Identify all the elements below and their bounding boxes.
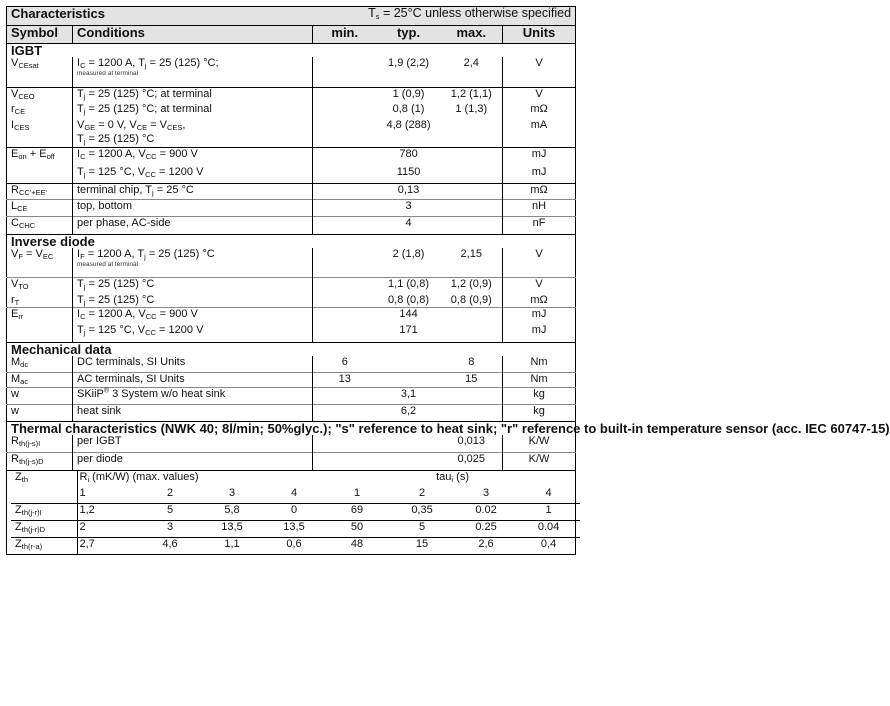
- zth-index-row: [11, 487, 580, 504]
- typ-cell: 0,13: [377, 183, 441, 199]
- zth-data-row: [11, 521, 580, 538]
- zth-value-cell: 1,1: [201, 538, 263, 555]
- table-row: [7, 87, 576, 103]
- typ-cell: 144: [377, 308, 441, 324]
- column-header-min: min.: [313, 26, 377, 44]
- zth-value-cell: 0: [263, 504, 325, 521]
- conditions-cell: [73, 133, 313, 147]
- zth-index-cell: 3: [482, 487, 490, 499]
- table-row: [7, 199, 576, 216]
- zth-value-cell: 1,2: [77, 504, 139, 521]
- typ-cell: 1,9 (2,2): [388, 57, 429, 69]
- table-row: [7, 103, 576, 119]
- table-row: [7, 324, 576, 343]
- typ-cell: 1,1 (0,8): [377, 278, 441, 294]
- table-row: [7, 435, 576, 453]
- conditions-text: DC terminals, SI Units: [77, 356, 186, 368]
- zth-row-symbol: $Z_{th(r-a)}$: [11, 538, 77, 555]
- max-cell: 2,4: [463, 57, 479, 69]
- table-row: [7, 356, 576, 372]
- typ-cell: 2 (1,8): [392, 247, 425, 260]
- max-cell: 1 (1,3): [455, 103, 488, 115]
- zth-index-cell: 2: [418, 487, 426, 499]
- conditions-text: per IGBT: [77, 434, 122, 447]
- section-title-mechanical-data-row: [7, 343, 576, 357]
- unit-cell: V: [503, 248, 576, 278]
- zth-grid-row: [7, 471, 576, 555]
- min-cell: [313, 199, 377, 216]
- min-cell: [313, 183, 377, 199]
- zth-index-cell: 1: [79, 487, 86, 499]
- unit-cell: V: [503, 87, 576, 103]
- max-cell: 15: [441, 372, 503, 387]
- max-cell: [441, 133, 503, 147]
- zth-row-symbol: $Z_{th(j-r)I}$: [11, 504, 77, 521]
- max-cell: [441, 147, 503, 166]
- column-header-units: Units: [503, 26, 576, 44]
- section-title-inverse-diode-row: [7, 234, 576, 248]
- unit-cell: kg: [503, 404, 576, 421]
- zth-index-cell: 1: [353, 487, 361, 499]
- conditions-note: measured at terminal: [77, 70, 139, 77]
- unit-cell: Nm: [503, 372, 576, 387]
- typ-cell: [377, 435, 441, 453]
- conditions-text: $I_C = 1200$ A, $V_{CC} = 900$ V: [77, 308, 198, 321]
- unit-cell: mJ: [503, 147, 576, 166]
- zth-value-cell: 5,8: [201, 504, 263, 521]
- table-row: [7, 278, 576, 294]
- symbol-cell: $E_{on} + E_{off}$: [7, 147, 73, 166]
- max-cell: 8: [468, 356, 475, 368]
- conditions-text: $T_j = 25$ (125) °C: [77, 278, 155, 291]
- characteristics-table: [6, 6, 890, 555]
- section-title-thermal: Thermal characteristics (NWK 40; 8l/min; 50%glyc.); "s" reference to heat sink; "r" reference to built-in temperature sensor (acc. IEC 60747-15): [7, 421, 576, 435]
- conditions-note: measured at terminal: [77, 260, 139, 268]
- table-row: [7, 57, 576, 87]
- table-row: [7, 166, 576, 183]
- conditions-text: SKiiP® 3 System w/o heat sink: [77, 386, 226, 400]
- symbol-cell: $V_F = V_{EC}$: [11, 247, 54, 261]
- symbol-cell: w: [7, 387, 73, 404]
- min-cell: [313, 435, 377, 453]
- conditions-text: heat sink: [77, 404, 122, 417]
- min-cell: [313, 87, 377, 103]
- zth-value-cell: 0,6: [263, 538, 325, 555]
- typ-cell: 6,2: [377, 404, 441, 421]
- min-cell: [313, 278, 377, 294]
- conditions-text: terminal chip, $T_j = 25$ °C: [77, 183, 194, 197]
- conditions-cell: [73, 308, 313, 324]
- min-cell: [313, 324, 377, 343]
- table-row: [7, 294, 576, 308]
- conditions-text: $I_F = 1200$ A, $T_j = 25$ (125) °C: [77, 247, 215, 261]
- typ-cell: 780: [377, 147, 441, 166]
- min-cell: [313, 404, 377, 421]
- conditions-cell: [73, 404, 313, 421]
- min-cell: [313, 453, 377, 471]
- conditions-text: $V_{GE} = 0$ V, $V_{CE} = V_{CES}$,: [77, 119, 186, 132]
- conditions-cell: [73, 324, 313, 343]
- zth-index-cell: 4: [545, 487, 552, 499]
- table-row: [7, 372, 576, 387]
- zth-value-cell: 0,35: [389, 504, 455, 521]
- typ-cell: [377, 372, 441, 387]
- typ-cell: 4,8 (288): [386, 119, 431, 131]
- symbol-cell: $r_T$: [11, 293, 20, 307]
- zth-value-cell: 2: [77, 521, 139, 538]
- table-row: [7, 133, 576, 147]
- conditions-cell: [73, 356, 313, 372]
- unit-cell: mJ: [503, 324, 576, 343]
- unit-cell: mΩ: [503, 183, 576, 199]
- symbol-cell: $M_{dc}$: [11, 356, 29, 369]
- symbol-cell: [7, 133, 73, 147]
- max-cell: 1,2 (1,1): [441, 87, 503, 103]
- conditions-cell: [73, 119, 313, 133]
- typ-cell: 4: [377, 216, 441, 234]
- max-cell: 0,025: [441, 453, 503, 471]
- zth-value-cell: 0.25: [455, 521, 517, 538]
- zth-value-cell: 5: [139, 504, 201, 521]
- typ-cell: 0,8 (0,8): [388, 293, 429, 306]
- max-cell: [441, 216, 503, 234]
- symbol-cell: $R_{CC'+EE'}$: [7, 183, 73, 199]
- unit-cell: Nm: [503, 356, 576, 372]
- conditions-text: AC terminals, SI Units: [77, 372, 185, 385]
- conditions-text: per phase, AC-side: [77, 216, 171, 229]
- conditions-text: $I_C = 1200$ A, $T_j = 25$ (125) °C;: [77, 57, 219, 70]
- conditions-cell: [73, 387, 313, 404]
- zth-value-cell: 50: [325, 521, 389, 538]
- conditions-text: $T_j = 25$ (125) °C: [77, 293, 155, 307]
- unit-cell: [503, 133, 576, 147]
- conditions-text: $I_C = 1200$ A, $V_{CC} = 900$ V: [77, 147, 198, 161]
- unit-cell: V: [503, 278, 576, 294]
- zth-label-row: [11, 471, 580, 487]
- typ-cell: [377, 133, 441, 147]
- unit-cell: mJ: [503, 308, 576, 324]
- conditions-text: $T_j = 25$ (125) °C: [77, 133, 155, 146]
- section-title-igbt: IGBT: [7, 44, 576, 58]
- table-row: [7, 216, 576, 234]
- table-row: [7, 404, 576, 421]
- symbol-cell: [7, 166, 73, 183]
- max-cell: [441, 308, 503, 324]
- zth-value-cell: 48: [325, 538, 389, 555]
- max-cell: [441, 166, 503, 183]
- ri-label: $R_i$ (mK/W) (max. values): [79, 471, 199, 484]
- typ-cell: 3: [377, 199, 441, 216]
- zth-row-symbol: $Z_{th(j-r)D}$: [11, 521, 77, 538]
- unit-cell: mΩ: [503, 294, 576, 308]
- typ-cell: 1150: [396, 166, 421, 178]
- symbol-cell: $V_{CEsat}$: [11, 57, 39, 70]
- conditions-cell: [73, 103, 313, 119]
- max-cell: 0,8 (0,9): [450, 293, 492, 306]
- conditions-text: $T_j = 125$ °C, $V_{CC} = 1200$ V: [77, 166, 204, 179]
- conditions-cell: [73, 166, 313, 183]
- table-title: Characteristics: [7, 7, 313, 26]
- max-cell: 0,013: [457, 434, 486, 447]
- unit-cell: K/W: [503, 435, 576, 453]
- table-row: [7, 453, 576, 471]
- tau-label: tau$_i$ (s): [436, 471, 469, 484]
- symbol-cell: $C_{CHC}$: [7, 216, 73, 234]
- min-cell: [313, 387, 377, 404]
- zth-value-cell: 69: [325, 504, 389, 521]
- section-title-mechanical-data: Mechanical data: [7, 343, 576, 357]
- table-row: [7, 387, 576, 404]
- conditions-cell: [73, 216, 313, 234]
- section-title-inverse-diode: Inverse diode: [7, 234, 576, 248]
- min-cell: [313, 133, 377, 147]
- section-title-igbt-row: [7, 44, 576, 58]
- conditions-cell: [73, 248, 313, 278]
- max-cell: 2,15: [460, 247, 482, 260]
- column-header-conditions: Conditions: [73, 26, 313, 44]
- unit-cell: nF: [503, 216, 576, 234]
- zth-value-cell: 5: [389, 521, 455, 538]
- symbol-cell: $E_{rr}$: [7, 308, 73, 324]
- zth-index-cell: 4: [290, 487, 298, 499]
- conditions-text: $T_j = 25$ (125) °C; at terminal: [77, 103, 212, 116]
- table-row: [7, 183, 576, 199]
- max-cell: [441, 387, 503, 404]
- zth-value-cell: 2,6: [455, 538, 517, 555]
- symbol-cell: $R_{th(j-s)D}$: [7, 453, 73, 471]
- min-cell: [313, 166, 377, 183]
- zth-grid-cell: [7, 471, 576, 555]
- conditions-cell: [73, 57, 313, 87]
- symbol-cell: $R_{th(j-s)I}$: [11, 434, 41, 448]
- symbol-cell: $I_{CES}$: [11, 119, 30, 132]
- zth-value-cell: 13,5: [263, 521, 325, 538]
- unit-cell: mΩ: [503, 103, 576, 119]
- zth-symbol: $Z_{th}$: [11, 471, 77, 487]
- unit-cell: mJ: [503, 166, 576, 183]
- zth-value-cell: 13,5: [201, 521, 263, 538]
- min-cell: [313, 57, 377, 87]
- zth-index-symbol: [11, 487, 77, 504]
- conditions-text: top, bottom: [77, 199, 133, 212]
- min-cell: [313, 248, 377, 278]
- table-row: [7, 147, 576, 166]
- zth-value-cell: 0,4: [517, 538, 580, 555]
- zth-data-row: [11, 538, 580, 555]
- conditions-cell: [73, 453, 313, 471]
- symbol-cell: $M_{ac}$: [7, 372, 73, 387]
- symbol-cell: $V_{CEO}$: [7, 87, 73, 103]
- test-condition-note: $T_s = 25^\circ C$ unless otherwise specified: [313, 7, 576, 26]
- zth-index-cell: 2: [166, 487, 174, 499]
- section-title-thermal-row: [7, 421, 576, 435]
- min-cell: [313, 216, 377, 234]
- column-header-typ: typ.: [377, 26, 441, 44]
- unit-cell: nH: [503, 199, 576, 216]
- symbol-cell: [7, 324, 73, 343]
- symbol-cell: w: [7, 404, 73, 421]
- conditions-cell: [73, 294, 313, 308]
- min-cell: [313, 103, 377, 119]
- zth-value-cell: 3: [139, 521, 201, 538]
- symbol-cell: $L_{CE}$: [7, 199, 73, 216]
- table-row: [7, 308, 576, 324]
- max-cell: [441, 119, 503, 133]
- typ-cell: 3,1: [377, 387, 441, 404]
- zth-table: [11, 471, 580, 554]
- max-cell: [441, 183, 503, 199]
- conditions-text: $T_j = 125$ °C, $V_{CC} = 1200$ V: [77, 323, 204, 337]
- min-cell: [313, 119, 377, 133]
- symbol-cell: $V_{TO}$: [7, 278, 73, 294]
- column-header-row: [7, 26, 576, 44]
- min-cell: [313, 308, 377, 324]
- unit-cell: kg: [503, 387, 576, 404]
- zth-value-cell: 1: [517, 504, 580, 521]
- zth-value-cell: 2,7: [77, 538, 139, 555]
- table-title-row: [7, 7, 576, 26]
- unit-cell: K/W: [503, 453, 576, 471]
- conditions-cell: [73, 183, 313, 199]
- min-cell: 6: [313, 356, 377, 372]
- conditions-cell: [73, 199, 313, 216]
- typ-cell: [377, 453, 441, 471]
- typ-cell: 0,8 (1): [392, 103, 425, 115]
- zth-value-cell: 4,6: [139, 538, 201, 555]
- conditions-cell: [73, 372, 313, 387]
- table-row: [7, 119, 576, 133]
- max-cell: [441, 324, 503, 343]
- typ-cell: 171: [399, 323, 418, 336]
- conditions-cell: [73, 278, 313, 294]
- unit-cell: V: [503, 57, 576, 87]
- conditions-cell: [73, 435, 313, 453]
- symbol-cell: $r_{CE}$: [11, 103, 26, 116]
- max-cell: [441, 199, 503, 216]
- column-header-symbol: Symbol: [7, 26, 73, 44]
- conditions-text: per diode: [77, 453, 123, 465]
- table-row: [7, 248, 576, 278]
- conditions-cell: [73, 147, 313, 166]
- max-cell: 1,2 (0,9): [441, 278, 503, 294]
- typ-cell: [377, 356, 441, 372]
- min-cell: [313, 294, 377, 308]
- column-header-max: max.: [441, 26, 503, 44]
- zth-data-row: [11, 504, 580, 521]
- conditions-cell: [73, 87, 313, 103]
- min-cell: [313, 147, 377, 166]
- conditions-text: $T_j = 25$ (125) °C; at terminal: [77, 87, 212, 101]
- zth-value-cell: 15: [389, 538, 455, 555]
- zth-value-cell: 0.04: [517, 521, 580, 538]
- zth-value-cell: 0.02: [455, 504, 517, 521]
- unit-cell: mA: [503, 119, 576, 133]
- min-cell: 13: [313, 372, 377, 387]
- typ-cell: 1 (0,9): [377, 87, 441, 103]
- zth-index-cell: 3: [228, 487, 236, 499]
- max-cell: [441, 404, 503, 421]
